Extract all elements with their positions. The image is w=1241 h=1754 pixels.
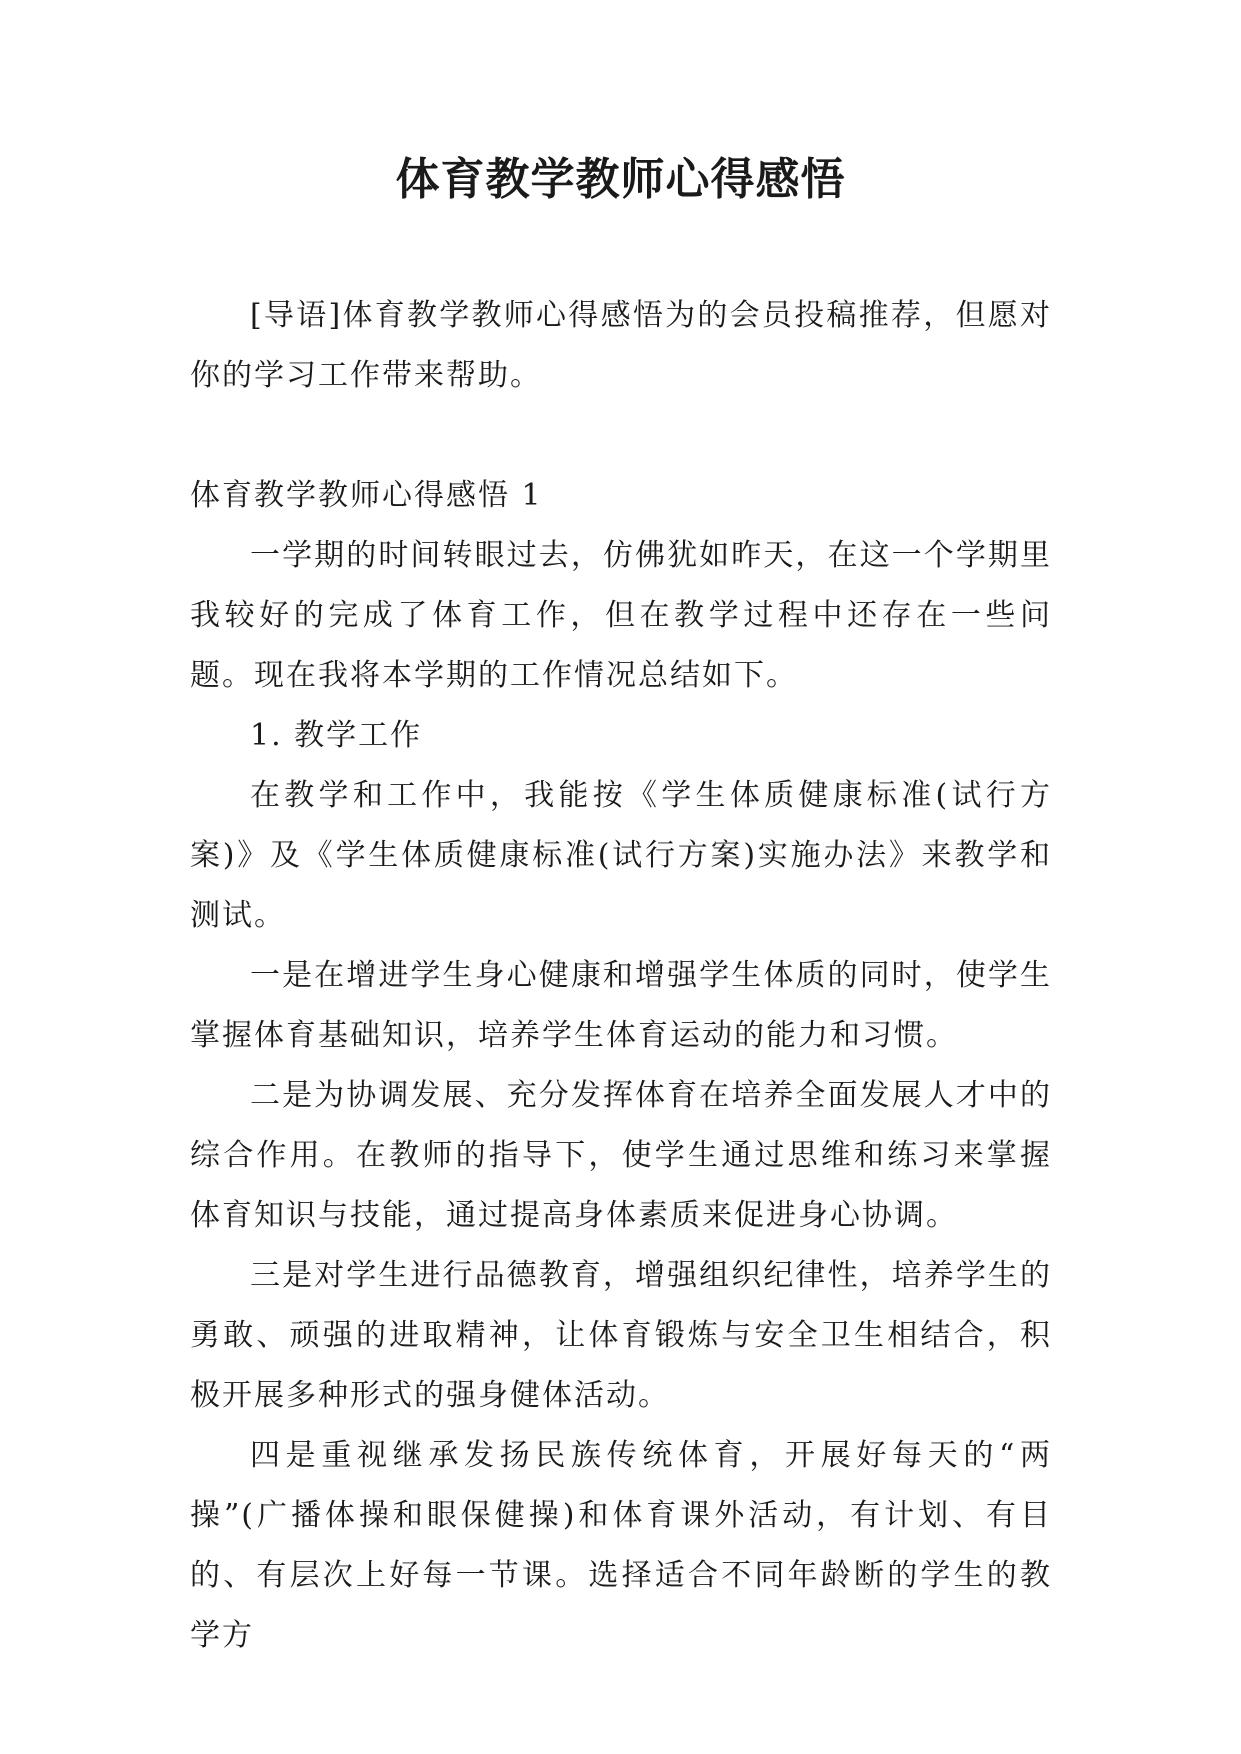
body-paragraph: 在教学和工作中，我能按《学生体质健康标准(试行方案)》及《学生体质健康标准(试行方案)实施办法》来教学和测试。 [190, 778, 1052, 933]
subsection-heading: 1. 教学工作 [250, 718, 423, 753]
document-body [190, 286, 1052, 1666]
body-paragraph: 三是对学生进行品德教育，增强组织纪律性，培养学生的勇敢、顽强的进取精神，让体育锻炼与安全卫生相结合，积极开展多种形式的强身健体活动。 [190, 1258, 1052, 1413]
spacer [190, 406, 1052, 466]
body-paragraph: 二是为协调发展、充分发挥体育在培养全面发展人才中的综合作用。在教师的指导下，使学生通过思维和练习来掌握体育知识与技能，通过提高身体素质来促进身心协调。 [190, 1078, 1052, 1233]
section-heading: 体育教学教师心得感悟 1 [190, 478, 543, 513]
intro-paragraph: [导语]体育教学教师心得感悟为的会员投稿推荐，但愿对你的学习工作带来帮助。 [190, 298, 1052, 393]
body-paragraph: 四是重视继承发扬民族传统体育，开展好每天的“两操”(广播体操和眼保健操)和体育课外活动，有计划、有目的、有层次上好每一节课。选择适合不同年龄断的学生的教学方 [190, 1438, 1052, 1653]
body-paragraph: 一是在增进学生身心健康和增强学生体质的同时，使学生掌握体育基础知识，培养学生体育运动的能力和习惯。 [190, 958, 1052, 1053]
body-paragraph: 一学期的时间转眼过去，仿佛犹如昨天，在这一个学期里我较好的完成了体育工作，但在教学过程中还存在一些问题。现在我将本学期的工作情况总结如下。 [190, 538, 1052, 693]
document-title: 体育教学教师心得感悟 [395, 154, 846, 205]
